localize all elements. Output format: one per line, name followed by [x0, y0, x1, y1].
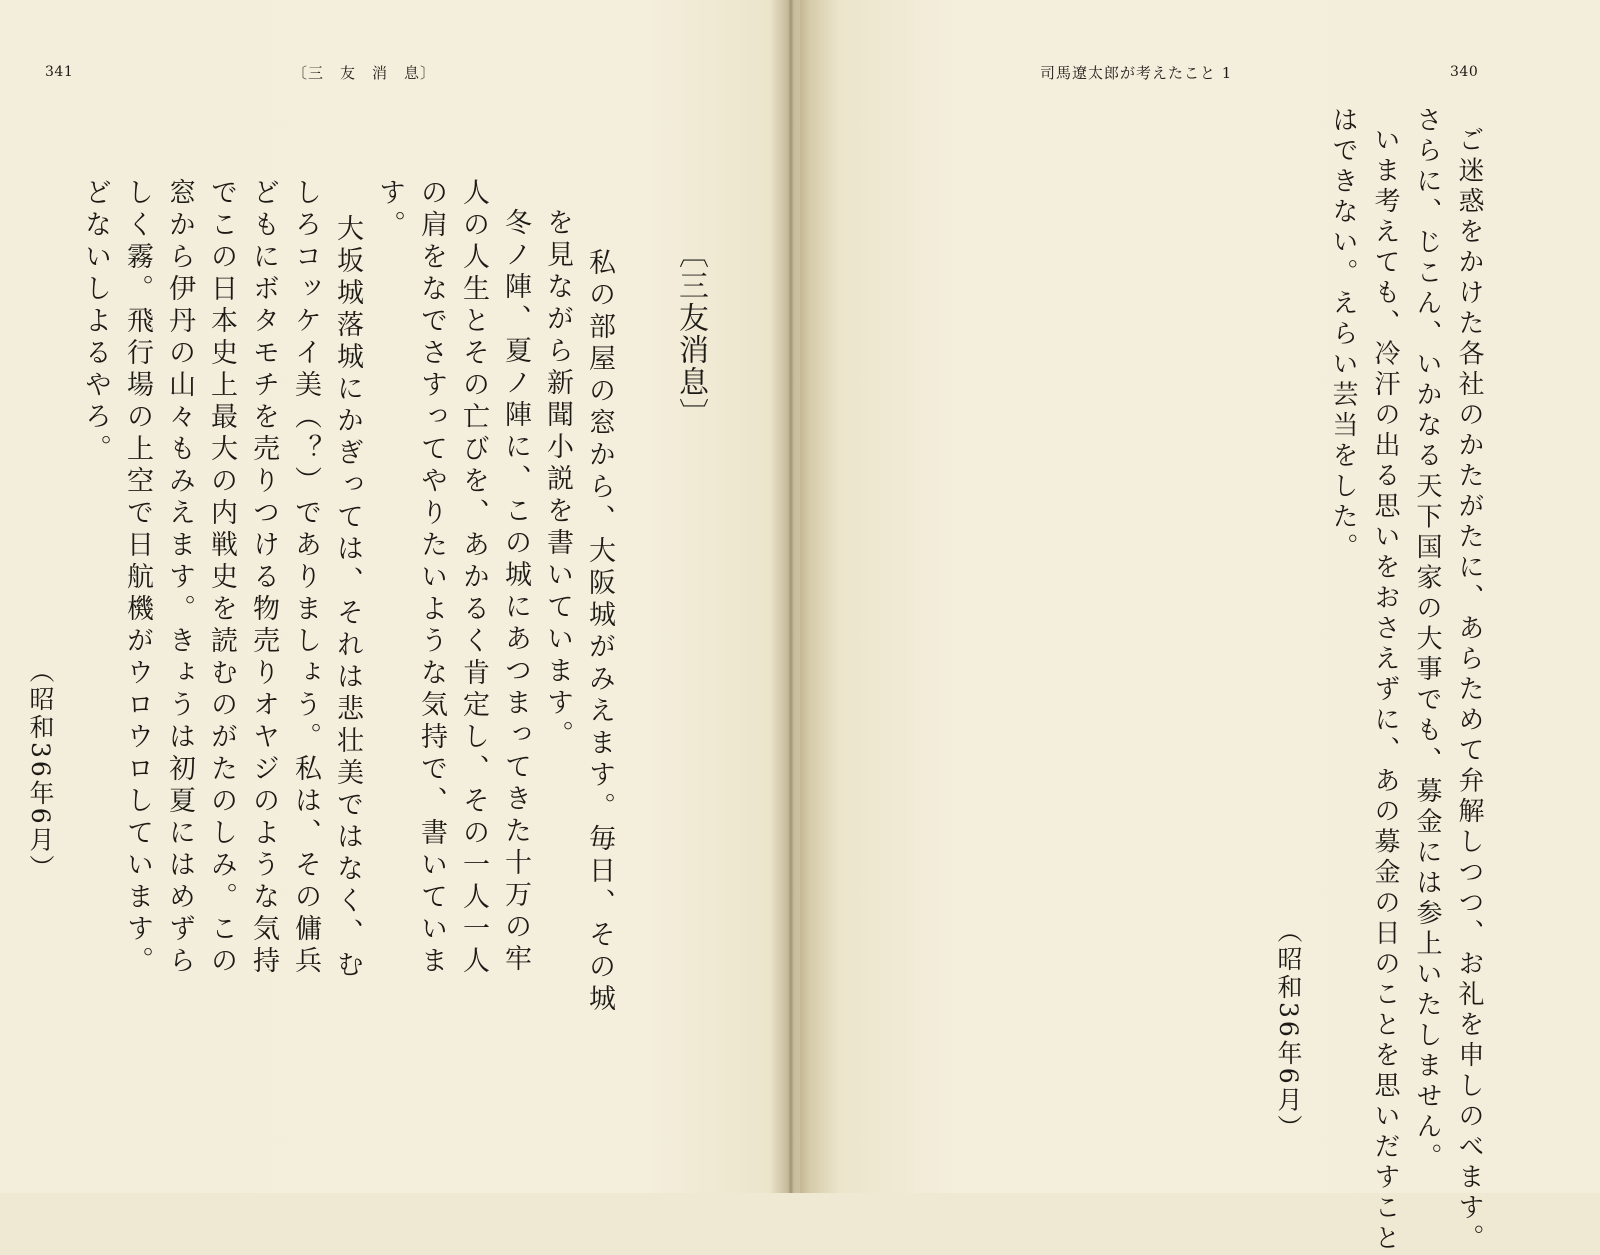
text-line: さらに、じこん、いかなる天下国家の大事でも、募金には参上いたしません。 [1412, 106, 1442, 1174]
date-note-left: （昭和36年6月） [26, 658, 55, 883]
right-page [800, 0, 1600, 1255]
text-line: 冬ノ陣、夏ノ陣に、この城にあつまってきた十万の牢 [500, 208, 531, 976]
running-head-left: 〔三 友 消 息〕 [292, 64, 437, 82]
text-line: しく霧。飛行場の上空で日航機がウロウロしています。 [122, 178, 153, 978]
text-line: の肩をなでさすってやりたいような気持で、書いていま [416, 178, 447, 978]
page-number-left: 341 [45, 64, 74, 80]
left-page [0, 0, 800, 1193]
running-head-right: 司馬遼太郎が考えたこと 1 [1040, 64, 1233, 82]
book-gutter-shadow [770, 0, 810, 1193]
text-line: どないしよるやろ。 [80, 178, 111, 466]
text-line: しろコッケイ美（？）でありましょう。私は、その傭兵 [290, 178, 321, 978]
page-number-right: 340 [1450, 64, 1479, 80]
text-line: 人の人生とその亡びを、あかるく肯定し、その一人一人 [458, 178, 489, 978]
section-heading: 〔三友消息〕 [673, 238, 708, 430]
text-line: 大坂城落城にかぎっては、それは悲壮美ではなく、む [332, 214, 363, 982]
text-line: す。 [374, 178, 405, 242]
text-line: どもにボタモチを売りつける物売りオヤジのような気持 [248, 178, 279, 978]
text-line: でこの日本史上最大の内戦史を読むのがたのしみ。この [206, 178, 237, 978]
date-note-right: （昭和36年6月） [1274, 918, 1303, 1143]
text-line: ご迷惑をかけた各社のかたがたに、あらためて弁解しつつ、お礼を申しのべます。 [1454, 126, 1484, 1255]
text-line: を見ながら新聞小説を書いています。 [542, 208, 573, 752]
text-line: 窓から伊丹の山々もみえます。きょうは初夏にはめずら [164, 178, 195, 978]
text-line: 私の部屋の窓から、大阪城がみえます。毎日、その城 [584, 248, 615, 1016]
text-line: はできない。えらい芸当をした。 [1328, 106, 1358, 564]
text-line: いま考えても、冷汗の出る思いをおさえずに、あの募金の日のことを思いだすこと [1370, 126, 1400, 1255]
